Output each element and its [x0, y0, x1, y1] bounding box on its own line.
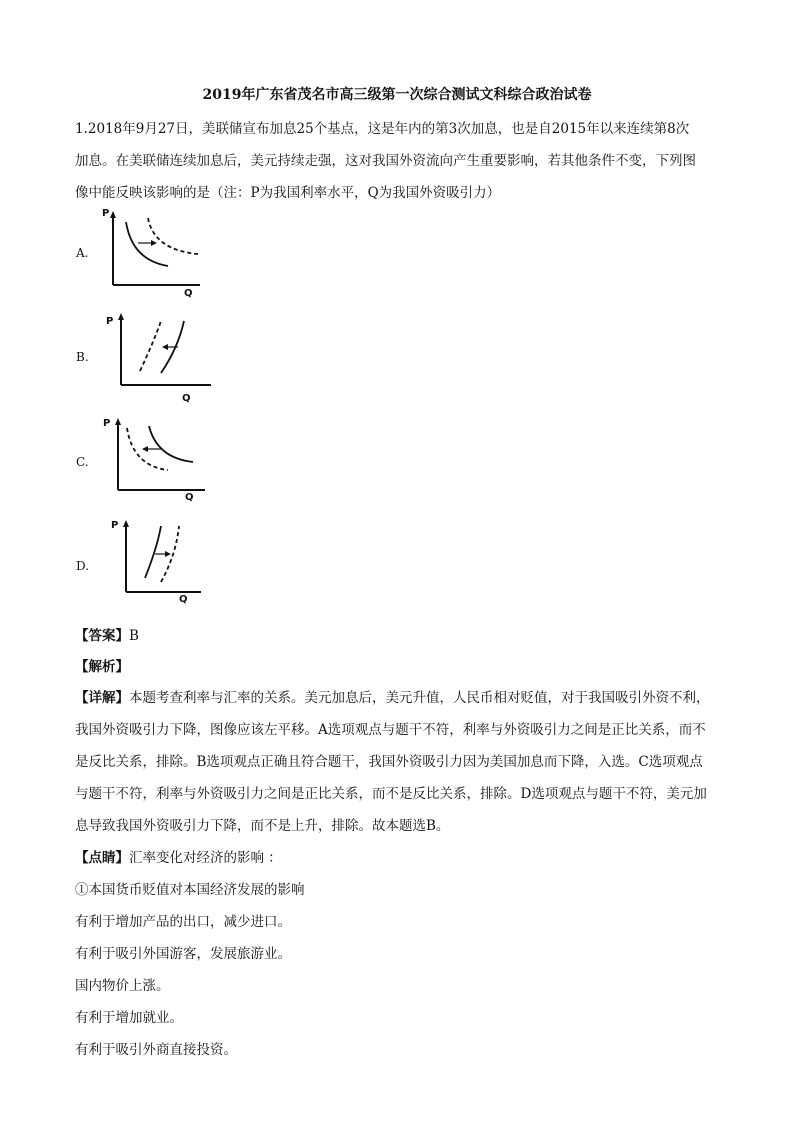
detail-line-4: 与题干不符，利率与外资吸引力之间是正比关系，而不是反比关系，排除。D选项观点与题干不符，美元加	[75, 786, 707, 802]
analysis-tag: 【解析】	[75, 659, 129, 675]
original-curve	[126, 222, 168, 266]
notes-item: 有利于吸引外国游客，发展旅游业。	[75, 946, 291, 962]
x-axis-label: Q	[179, 594, 188, 605]
option-c-graph	[103, 418, 213, 503]
shifted-curve	[140, 321, 161, 371]
y-axis-label: P	[103, 418, 111, 429]
x-axis-label: Q	[182, 393, 191, 404]
notes-heading-line	[75, 846, 282, 866]
option-b-label: B.	[76, 350, 89, 364]
option-d-graph	[111, 520, 221, 605]
notes-item: 有利于吸引外商直接投资。	[75, 1042, 237, 1058]
x-axis-label: Q	[184, 288, 193, 299]
question-line-2: 加息。在美联储连续加息后，美元持续走强，这对我国外资流向产生重要影响，若其他条件不变，下列图	[75, 153, 696, 169]
original-curve	[149, 426, 193, 462]
notes-sub: ①本国货币贬值对本国经济发展的影响	[75, 882, 305, 898]
answer-value: B	[129, 628, 139, 644]
notes-item: 有利于增加就业。	[75, 1010, 183, 1026]
option-a-graph	[102, 208, 208, 300]
y-axis-label: P	[102, 208, 110, 219]
original-curve	[145, 526, 161, 578]
question-line-1: 1.2018年9月27日，美联储宣布加息25个基点，这是年内的第3次加息，也是自2015年以来连续第8次	[75, 121, 690, 137]
notes-heading: 汇率变化对经济的影响 ：	[129, 850, 282, 866]
detail-line-1: 【详解】本题考查利率与汇率的关系。美元加息后，美元升值，人民币相对贬值，对于我国吸引外资不利，	[75, 690, 710, 706]
notes-item: 国内物价上涨。	[75, 978, 170, 994]
y-axis-arrow	[123, 520, 129, 527]
notes-item: 有利于增加产品的出口，减少进口。	[75, 914, 291, 930]
shifted-curve	[148, 218, 198, 254]
page-title: 2019年广东省茂名市高三级第一次综合测试文科综合政治试卷	[202, 87, 592, 103]
notes-tag: 【点睛】	[75, 850, 129, 866]
option-d-label: D.	[76, 559, 90, 573]
detail-tag: 【详解】	[75, 690, 129, 706]
option-a-label: A.	[76, 246, 89, 260]
y-axis-arrow	[115, 418, 121, 425]
option-c-label: C.	[76, 455, 89, 469]
x-axis-label: Q	[185, 492, 194, 503]
answer-line	[75, 624, 139, 644]
detail-line-3: 是反比关系，排除。B选项观点正确且符合题干，我国外资吸引力因为美国加息而下降，入选。C选项观点	[75, 754, 703, 770]
option-b-graph	[106, 313, 216, 404]
y-axis-label: P	[106, 316, 114, 327]
y-axis-arrow	[110, 211, 116, 218]
y-axis-label: P	[111, 520, 119, 531]
y-axis-arrow	[118, 313, 124, 320]
detail-line-5: 息导致我国外资吸引力下降，而不是上升，排除。故本题选B。	[75, 818, 450, 834]
question-line-3: 像中能反映该影响的是（注：P为我国利率水平，Q为我国外资吸引力）	[75, 185, 501, 201]
answer-tag: 【答案】	[75, 628, 129, 644]
detail-line-2: 我国外资吸引力下降，图像应该左平移。A选项观点与题干不符，利率与外资吸引力之间是正比关系，而不	[75, 722, 706, 738]
